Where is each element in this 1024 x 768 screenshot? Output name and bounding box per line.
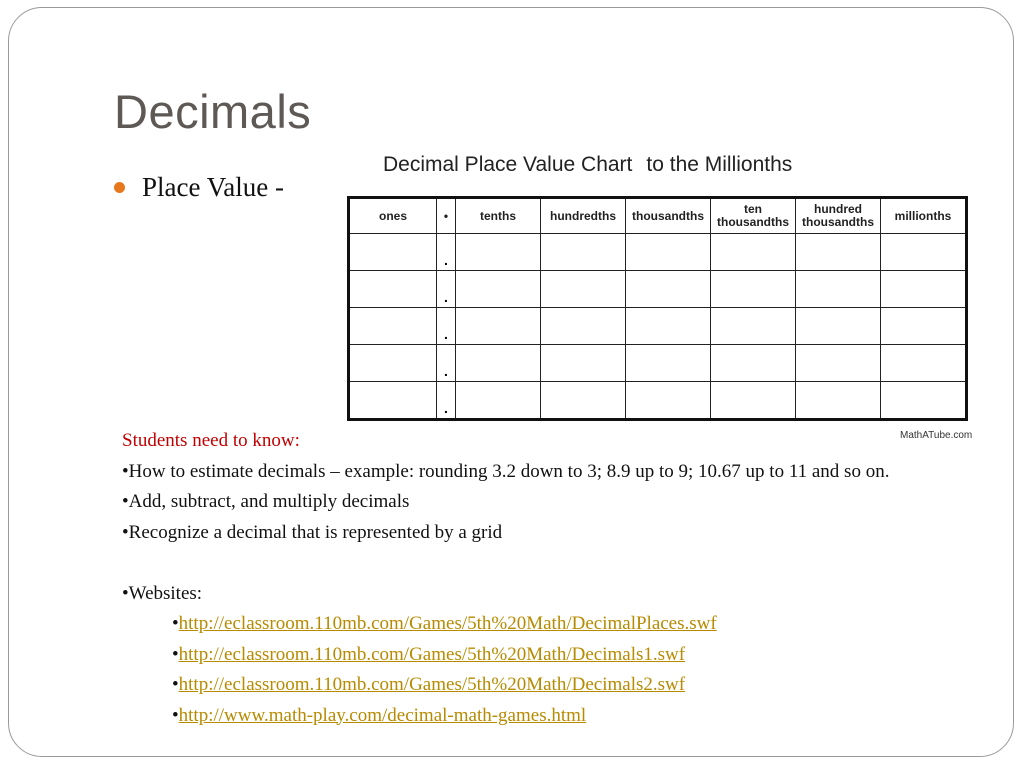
table-cell [881, 382, 967, 420]
orange-bullet-icon [114, 182, 125, 193]
col-header-point: • [437, 198, 456, 234]
website-item: •http://eclassroom.110mb.com/Games/5th%20Math/Decimals2.swf [172, 674, 686, 695]
place-value-table [347, 196, 968, 421]
table-row [349, 345, 967, 382]
table-cell [456, 271, 541, 308]
spacer [122, 548, 952, 579]
table-cell [881, 308, 967, 345]
table-cell [796, 234, 881, 271]
table-row [349, 234, 967, 271]
table-cell [541, 271, 626, 308]
place-value-bullet [114, 172, 284, 203]
table-cell [626, 382, 711, 420]
website-link[interactable]: http://www.math-play.com/decimal-math-games.html [178, 704, 587, 726]
website-item: •http://eclassroom.110mb.com/Games/5th%20Math/DecimalPlaces.swf [172, 613, 717, 634]
list-item: •Add, subtract, and multiply decimals [122, 491, 410, 512]
chart-credit: MathATube.com [900, 430, 973, 441]
table-cell [626, 308, 711, 345]
table-cell [349, 345, 437, 382]
content-heading: Students need to know: [122, 430, 300, 451]
decimal-point-cell: . [437, 308, 456, 345]
table-cell [626, 271, 711, 308]
chart-title-sub: to the Millionths [646, 153, 793, 176]
table-cell [349, 382, 437, 420]
table-cell [456, 345, 541, 382]
table-header-row [349, 198, 967, 234]
table-row [349, 271, 967, 308]
table-cell [626, 234, 711, 271]
table-cell [711, 382, 796, 420]
col-header: millionths [881, 198, 967, 234]
table-cell [541, 382, 626, 420]
table-cell [626, 345, 711, 382]
table-cell [796, 382, 881, 420]
table-cell [541, 345, 626, 382]
table-cell [456, 234, 541, 271]
chart-title-main: Decimal Place Value Chart [383, 153, 633, 176]
table-cell [711, 271, 796, 308]
table-cell [349, 271, 437, 308]
list-item: •Recognize a decimal that is represented by a grid [122, 521, 503, 543]
table-cell [796, 308, 881, 345]
chart-title [383, 153, 792, 177]
table-cell [541, 234, 626, 271]
decimal-point-cell: . [437, 234, 456, 271]
table-body [349, 234, 967, 420]
website-item: •http://www.math-play.com/decimal-math-games.html [172, 704, 587, 726]
website-link[interactable]: http://eclassroom.110mb.com/Games/5th%20Math/DecimalPlaces.swf [178, 613, 717, 634]
table-cell [349, 234, 437, 271]
websites-label: •Websites: [122, 582, 203, 604]
table-cell [796, 271, 881, 308]
table-cell [881, 345, 967, 382]
table-cell [711, 234, 796, 271]
col-header: ten thousandths [711, 198, 796, 234]
content-block [122, 426, 952, 731]
website-link[interactable]: http://eclassroom.110mb.com/Games/5th%20Math/Decimals2.swf [178, 674, 686, 695]
table-cell [349, 308, 437, 345]
table-cell [456, 308, 541, 345]
table-cell [796, 345, 881, 382]
list-item: •How to estimate decimals – example: rounding 3.2 down to 3; 8.9 up to 9; 10.67 up to 11 and so on. [122, 460, 890, 482]
table-cell [881, 234, 967, 271]
decimal-point-cell: . [437, 382, 456, 420]
table-cell [711, 308, 796, 345]
website-item: •http://eclassroom.110mb.com/Games/5th%20Math/Decimals1.swf [172, 643, 686, 665]
table-row [349, 308, 967, 345]
place-value-label: Place Value - [142, 172, 284, 202]
table-cell [456, 382, 541, 420]
col-header: tenths [456, 198, 541, 234]
table-cell [541, 308, 626, 345]
table-row [349, 382, 967, 420]
table-cell [711, 345, 796, 382]
col-header: thousandths [626, 198, 711, 234]
col-header: hundred thousandths [796, 198, 881, 234]
col-header: ones [349, 198, 437, 234]
decimal-point-cell: . [437, 345, 456, 382]
table-cell [881, 271, 967, 308]
col-header: hundredths [541, 198, 626, 234]
slide-title: Decimals [114, 85, 312, 138]
decimal-point-cell: . [437, 271, 456, 308]
website-link[interactable]: http://eclassroom.110mb.com/Games/5th%20Math/Decimals1.swf [178, 643, 686, 665]
